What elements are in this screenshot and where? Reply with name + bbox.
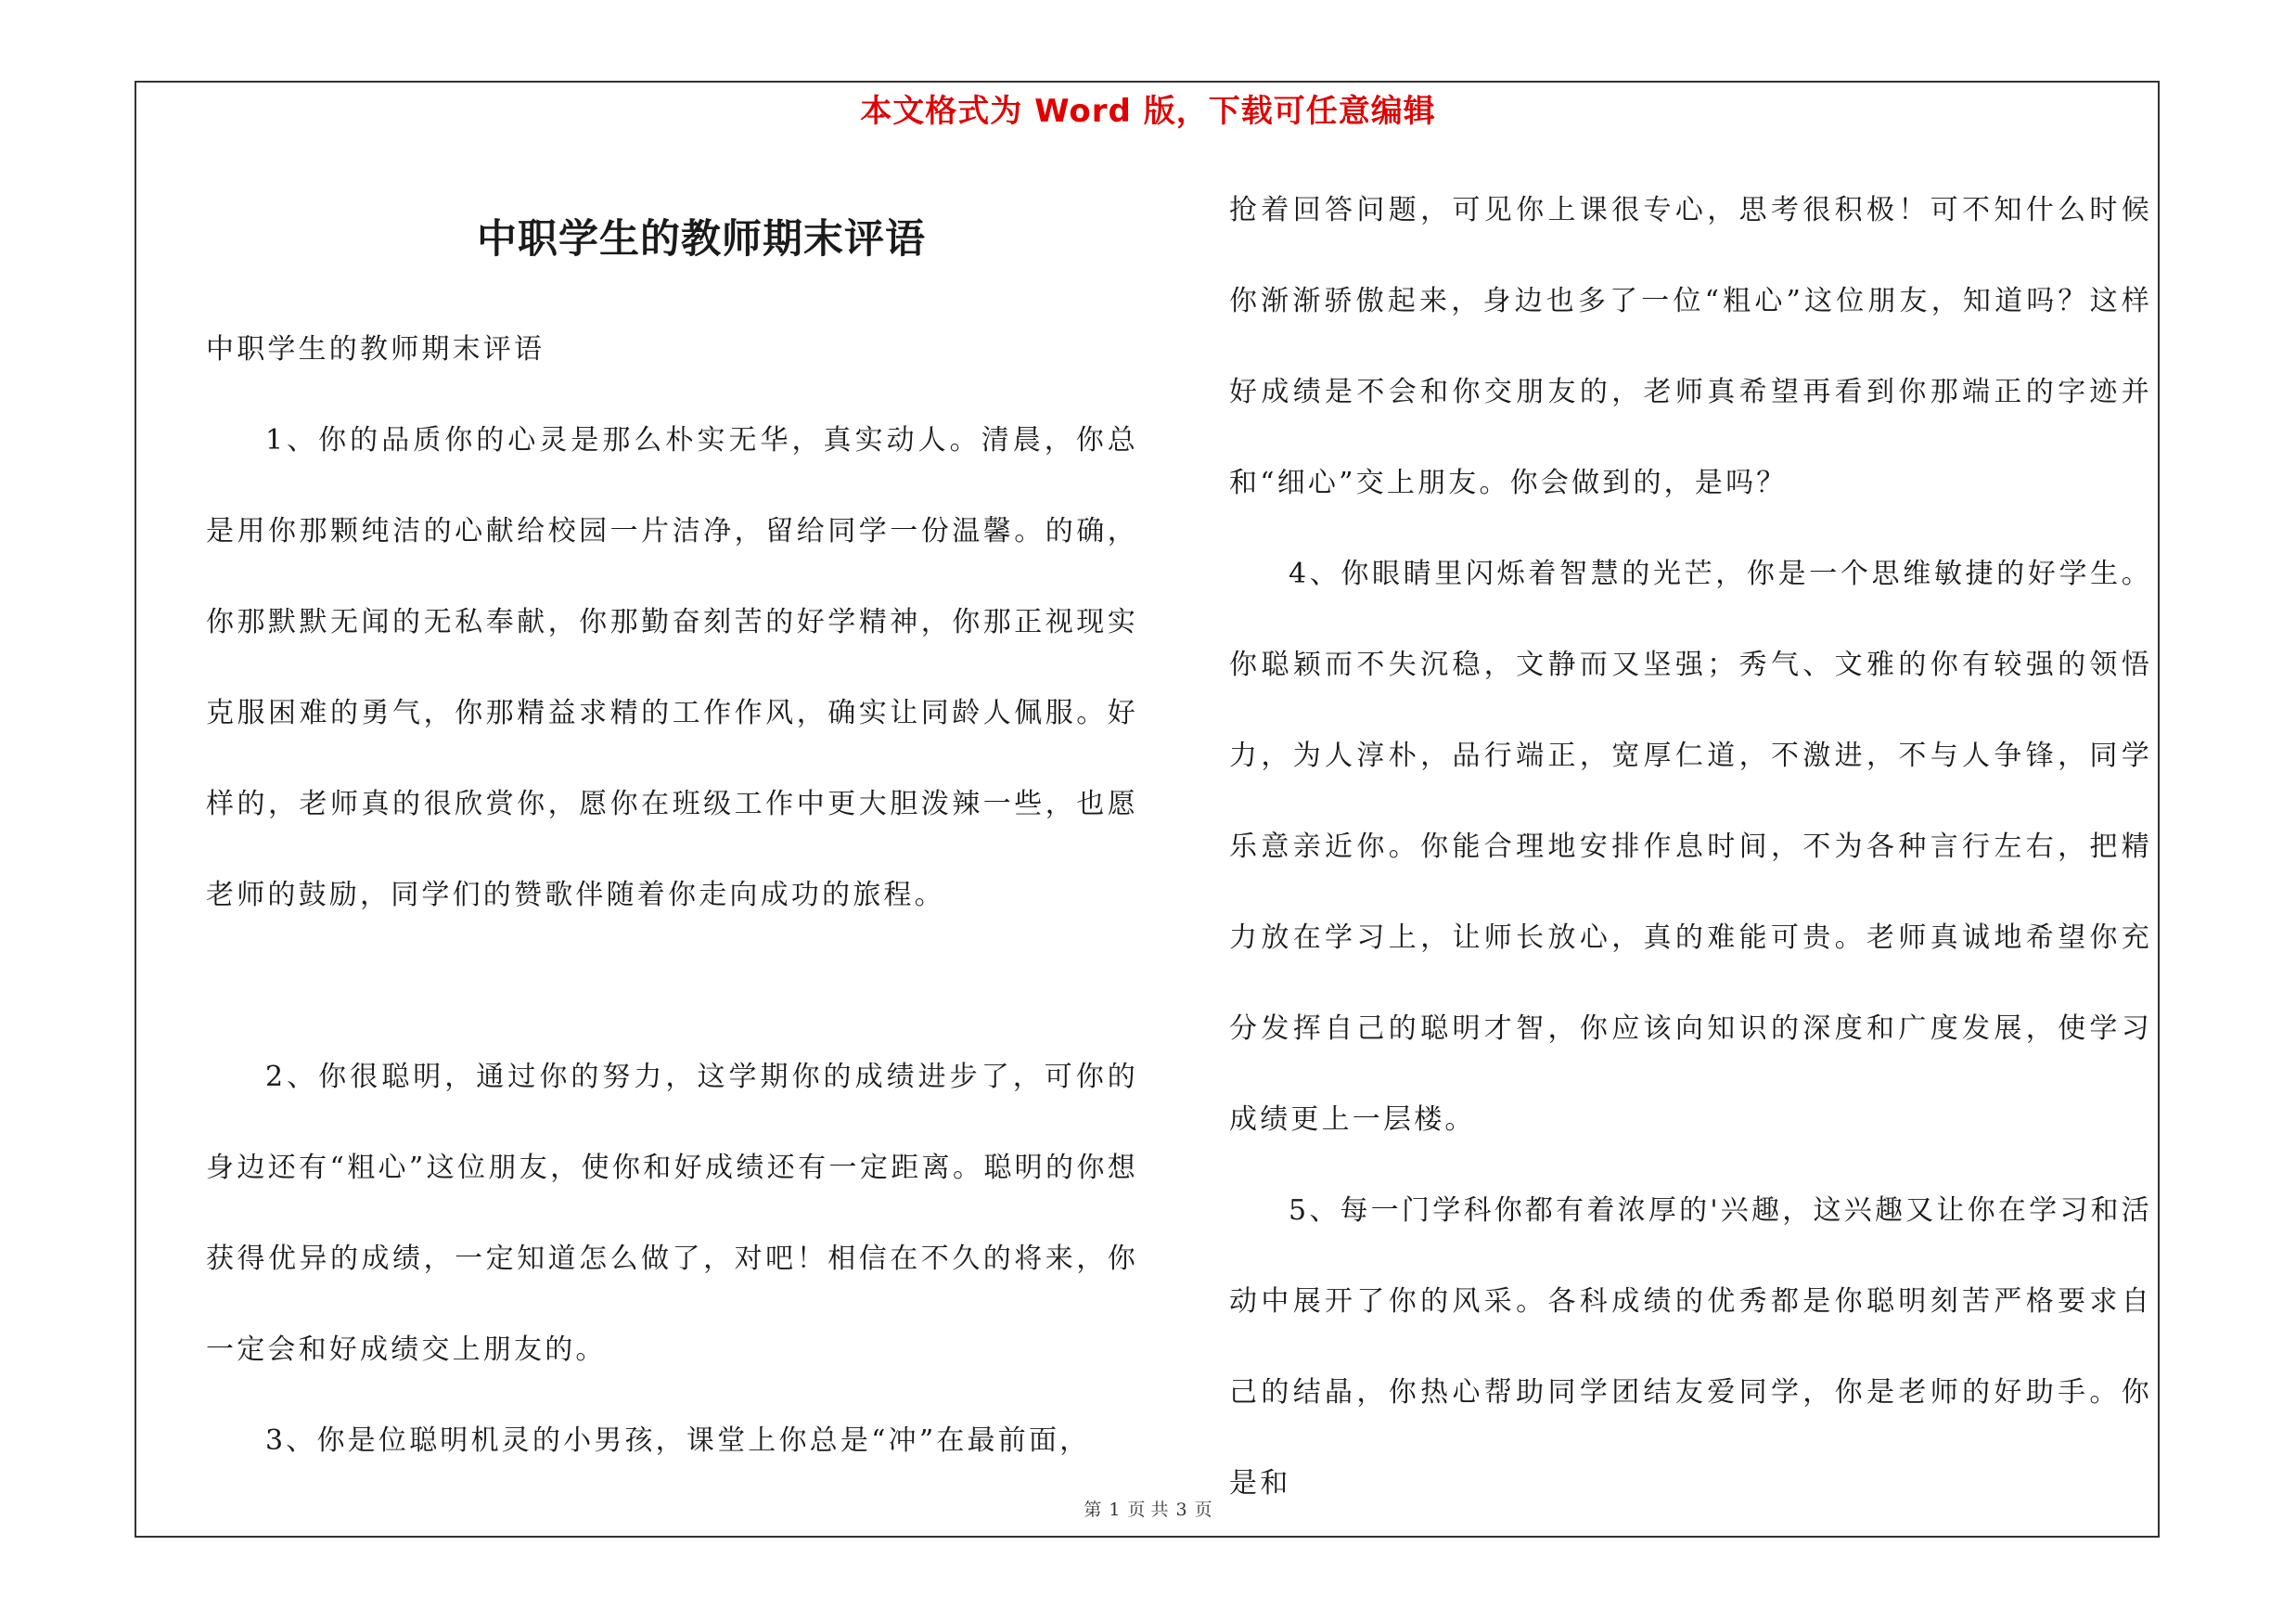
paragraph-3-start: 3、你是位聪明机灵的小男孩，课堂上你总是“冲”在最前面， — [265, 1424, 1091, 1457]
footer-page-number: 1 — [1109, 1500, 1121, 1520]
footer-prefix: 第 — [1084, 1500, 1102, 1520]
footer-mid: 页 共 — [1127, 1500, 1169, 1520]
page-footer — [0, 1496, 2296, 1521]
subtitle: 中职学生的教师期末评语 — [206, 333, 545, 366]
paragraph-4: 4、你眼睛里闪烁着智慧的光芒，你是一个思维敏捷的好学生。你聪颖而不失沉稳，文静而又坚强；秀气、文雅的你有较强的领悟力，为人淳朴，品行端正，宽厚仁道，不激进，不与人争锋，同学乐意亲近你。你能合理地安排作息时间，不为各种言行左右，把精力放在学习上，让师长放心，真的难能可贵。老师真诚地希望你充分发挥自己的聪明才智，你应该向知识的深度和广度发展，使学习成绩更上一层楼。 — [1229, 558, 2152, 1136]
document-title: 中职学生的教师期末评语 — [477, 216, 926, 263]
paragraph-2: 2、你很聪明，通过你的努力，这学期你的成绩进步了，可你的身边还有“粗心”这位朋友，使你和好成绩还有一定距离。聪明的你想获得优异的成绩，一定知道怎么做了，对吧！相信在不久的将来，你一定会和好成绩交上朋友的。 — [206, 1061, 1138, 1366]
footer-total-pages: 3 — [1175, 1500, 1187, 1520]
paragraph-3-continued: 抢着回答问题，可见你上课很专心，思考很积极！可不知什么时候你渐渐骄傲起来，身边也多了一位“粗心”这位朋友，知道吗？这样好成绩是不会和你交朋友的，老师真希望再看到你那端正的字迹并和“细心”交上朋友。你会做到的，是吗？ — [1229, 194, 2152, 499]
paragraph-5: 5、每一门学科你都有着浓厚的'兴趣，这兴趣又让你在学习和活动中展开了你的风采。各科成绩的优秀都是你聪明刻苦严格要求自己的结晶，你热心帮助同学团结友爱同学，你是老师的好助手。你是和 — [1229, 1194, 2152, 1500]
paragraph-spacer — [206, 941, 1138, 1032]
footer-suffix: 页 — [1194, 1500, 1212, 1520]
format-banner: 本文格式为 Word 版，下载可任意编辑 — [860, 93, 1436, 130]
right-column — [1229, 165, 2152, 1529]
paragraph-1: 1、你的品质你的心灵是那么朴实无华，真实动人。清晨，你总是用你那颗纯洁的心献给校园一片洁净，留给同学一份温馨。的确，你那默默无闻的无私奉献，你那勤奋刻苦的好学精神，你那正视现实克服困难的勇气，你那精益求精的工作作风，确实让同龄人佩服。好样的，老师真的很欣赏你，愿你在班级工作中更大胆泼辣一些，也愿老师的鼓励，同学们的赞歌伴随着你走向成功的旅程。 — [206, 424, 1138, 911]
left-column — [206, 304, 1138, 1487]
